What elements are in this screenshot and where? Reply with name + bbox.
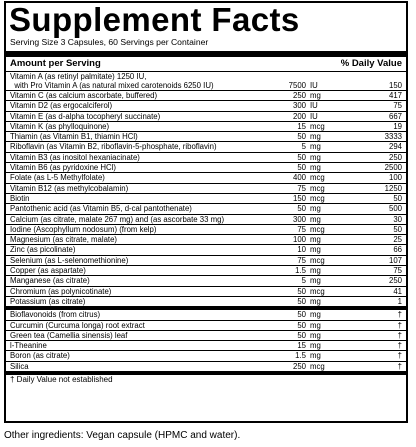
nutrient-daily-value: 1 bbox=[397, 296, 402, 306]
table-row bbox=[6, 163, 406, 173]
nutrient-name: Chromium (as polynicotinate) bbox=[10, 286, 112, 296]
nutrient-daily-value: 41 bbox=[393, 286, 402, 296]
nutrient-name: Manganese (as citrate) bbox=[10, 276, 90, 286]
nutrient-name: Vitamin B3 (as inositol hexaniacinate) bbox=[10, 152, 140, 162]
nutrient-name: Biotin bbox=[10, 193, 30, 203]
nutrient-daily-value: 417 bbox=[388, 91, 402, 100]
nutrient-daily-value: 30 bbox=[393, 214, 402, 224]
table-row bbox=[6, 341, 406, 351]
nutrient-unit: mg bbox=[310, 235, 321, 245]
nutrient-daily-value: † bbox=[397, 310, 402, 320]
table-row bbox=[6, 245, 406, 255]
nutrient-name: Vitamin D2 (as ergocalciferol) bbox=[10, 101, 113, 111]
nutrient-name: Bioflavonoids (from citrus) bbox=[10, 310, 101, 320]
nutrient-table bbox=[6, 72, 406, 375]
nutrient-name: l-Theanine bbox=[10, 341, 47, 351]
nutrient-unit: mcg bbox=[310, 361, 325, 371]
nutrient-amount: 50 bbox=[297, 320, 306, 330]
amount-header: Amount per Serving bbox=[10, 58, 101, 69]
nutrient-unit: mg bbox=[310, 296, 321, 306]
table-row bbox=[6, 122, 406, 132]
nutrient-name: Iodine (Ascophyllum nodosum) (from kelp) bbox=[10, 224, 157, 234]
nutrient-name: Vitamin B6 (as pyridoxine HCl) bbox=[10, 163, 117, 173]
table-row bbox=[6, 184, 406, 194]
nutrient-daily-value: 66 bbox=[393, 245, 402, 255]
table-row bbox=[6, 287, 406, 297]
table-row bbox=[6, 112, 406, 122]
nutrient-unit: mg bbox=[310, 341, 321, 351]
nutrient-name: Thiamin (as Vitamin B1, thiamin HCl) bbox=[10, 132, 138, 142]
nutrient-name: Curcumin (Curcuma longa) root extract bbox=[10, 320, 145, 330]
nutrient-unit: mg bbox=[310, 142, 321, 152]
supplement-facts-panel bbox=[4, 1, 408, 423]
nutrient-name: Calcium (as citrate, malate 267 mg) and (as ascorbate 33 mg) bbox=[10, 214, 225, 224]
nutrient-unit: mcg bbox=[310, 183, 325, 193]
nutrient-amount: 400 bbox=[292, 173, 306, 183]
nutrient-daily-value: 50 bbox=[393, 193, 402, 203]
table-row bbox=[6, 266, 406, 276]
nutrient-name: Copper (as aspartate) bbox=[10, 266, 86, 276]
nutrient-amount: 5 bbox=[301, 276, 306, 286]
nutrient-daily-value: 50 bbox=[393, 224, 402, 234]
nutrient-name: Zinc (as picolinate) bbox=[10, 245, 76, 255]
nutrient-unit: mg bbox=[310, 132, 321, 142]
nutrient-daily-value: † bbox=[397, 351, 402, 361]
daily-value-header: % Daily Value bbox=[340, 58, 402, 69]
footnote: † Daily Value not established bbox=[10, 375, 113, 385]
table-row bbox=[6, 321, 406, 331]
nutrient-amount: 50 bbox=[297, 296, 306, 306]
nutrient-name: Silica bbox=[10, 361, 29, 371]
nutrient-unit: mcg bbox=[310, 193, 325, 203]
nutrient-daily-value: 150 bbox=[388, 81, 402, 90]
nutrient-amount: 50 bbox=[297, 330, 306, 340]
nutrient-name: Vitamin E (as d-alpha tocopheryl succinate) bbox=[10, 111, 161, 121]
nutrient-unit: mcg bbox=[310, 121, 325, 131]
table-row bbox=[6, 194, 406, 204]
nutrient-amount: 250 bbox=[292, 361, 306, 371]
nutrient-amount: 200 bbox=[292, 111, 306, 121]
nutrient-daily-value: 75 bbox=[393, 266, 402, 276]
nutrient-daily-value: 25 bbox=[393, 235, 402, 245]
nutrient-amount: 50 bbox=[297, 310, 306, 320]
nutrient-daily-value: 250 bbox=[388, 152, 402, 162]
table-row bbox=[6, 153, 406, 163]
table-row bbox=[6, 173, 406, 183]
nutrient-unit: mg bbox=[310, 245, 321, 255]
nutrient-daily-value: 667 bbox=[388, 111, 402, 121]
table-row bbox=[6, 142, 406, 152]
nutrient-daily-value: † bbox=[397, 361, 402, 371]
nutrient-amount: 250 bbox=[292, 91, 306, 100]
nutrient-unit: mg bbox=[310, 310, 321, 320]
nutrient-amount: 50 bbox=[297, 132, 306, 142]
table-row bbox=[6, 297, 406, 310]
other-ingredients: Other ingredients: Vegan capsule (HPMC and water). bbox=[4, 430, 241, 441]
table-row bbox=[6, 310, 406, 320]
nutrient-daily-value: † bbox=[397, 330, 402, 340]
serving-info: Serving Size 3 Capsules, 60 Servings per Container bbox=[10, 37, 209, 47]
nutrient-name: Folate (as L-5 Methylfolate) bbox=[10, 173, 105, 183]
nutrient-daily-value: 107 bbox=[388, 255, 402, 265]
table-row bbox=[6, 362, 406, 375]
nutrient-daily-value: 2500 bbox=[384, 163, 402, 173]
nutrient-amount: 5 bbox=[301, 142, 306, 152]
nutrient-name: Boron (as citrate) bbox=[10, 351, 70, 361]
nutrient-amount: 75 bbox=[297, 255, 306, 265]
nutrient-unit: mg bbox=[310, 163, 321, 173]
nutrient-unit: mg bbox=[310, 152, 321, 162]
nutrient-daily-value: 500 bbox=[388, 204, 402, 214]
table-row bbox=[6, 204, 406, 214]
table-row bbox=[6, 132, 406, 142]
nutrient-daily-value: 75 bbox=[393, 101, 402, 111]
nutrient-unit: mcg bbox=[310, 286, 325, 296]
nutrient-amount: 300 bbox=[292, 214, 306, 224]
nutrient-daily-value: 19 bbox=[393, 121, 402, 131]
nutrient-name: Vitamin A (as retinyl palmitate) 1250 IU, with Pro Vitamin A (as natural mixed carotenoids 6250 IU) bbox=[10, 72, 214, 90]
nutrient-amount: 75 bbox=[297, 224, 306, 234]
nutrient-amount: 100 bbox=[292, 235, 306, 245]
table-row bbox=[6, 72, 406, 91]
nutrient-unit: IU bbox=[310, 111, 318, 121]
nutrient-name: Vitamin C (as calcium ascorbate, buffered) bbox=[10, 91, 158, 100]
nutrient-daily-value: 250 bbox=[388, 276, 402, 286]
nutrient-name: Green tea (Camellia sinensis) leaf bbox=[10, 330, 128, 340]
nutrient-unit: IU bbox=[310, 101, 318, 111]
nutrient-amount: 50 bbox=[297, 286, 306, 296]
table-row bbox=[6, 256, 406, 266]
nutrient-name: Riboflavin (as Vitamin B2, riboflavin-5-phosphate, riboflavin) bbox=[10, 142, 217, 152]
nutrient-unit: mg bbox=[310, 266, 321, 276]
nutrient-daily-value: 294 bbox=[388, 142, 402, 152]
nutrient-unit: mg bbox=[310, 204, 321, 214]
nutrient-daily-value: 3333 bbox=[384, 132, 402, 142]
table-row bbox=[6, 215, 406, 225]
nutrient-unit: mg bbox=[310, 91, 321, 100]
panel-title: Supplement Facts bbox=[9, 1, 300, 38]
nutrient-name: Vitamin K (as phylloquinone) bbox=[10, 121, 110, 131]
table-row bbox=[6, 351, 406, 361]
nutrient-daily-value: 100 bbox=[388, 173, 402, 183]
nutrient-unit: mg bbox=[310, 214, 321, 224]
nutrient-amount: 150 bbox=[292, 193, 306, 203]
nutrient-amount: 300 bbox=[292, 101, 306, 111]
column-header bbox=[6, 57, 406, 72]
nutrient-amount: 15 bbox=[297, 121, 306, 131]
nutrient-unit: mg bbox=[310, 330, 321, 340]
nutrient-unit: mg bbox=[310, 320, 321, 330]
nutrient-name: Potassium (as citrate) bbox=[10, 296, 86, 306]
table-row bbox=[6, 235, 406, 245]
nutrient-amount: 1.5 bbox=[295, 266, 306, 276]
nutrient-name: Selenium (as L-selenomethionine) bbox=[10, 255, 129, 265]
nutrient-amount: 1.5 bbox=[295, 351, 306, 361]
table-row bbox=[6, 225, 406, 235]
nutrient-unit: IU bbox=[310, 81, 318, 90]
nutrient-unit: mg bbox=[310, 276, 321, 286]
table-row bbox=[6, 276, 406, 286]
nutrient-name: Vitamin B12 (as methylcobalamin) bbox=[10, 183, 129, 193]
nutrient-amount: 50 bbox=[297, 152, 306, 162]
nutrient-unit: mg bbox=[310, 351, 321, 361]
nutrient-unit: mcg bbox=[310, 224, 325, 234]
nutrient-daily-value: † bbox=[397, 320, 402, 330]
table-row bbox=[6, 101, 406, 111]
nutrient-amount: 50 bbox=[297, 204, 306, 214]
nutrient-amount: 7500 bbox=[288, 81, 306, 90]
nutrient-unit: mcg bbox=[310, 173, 325, 183]
nutrient-amount: 10 bbox=[297, 245, 306, 255]
nutrient-amount: 75 bbox=[297, 183, 306, 193]
nutrient-amount: 50 bbox=[297, 163, 306, 173]
table-row bbox=[6, 91, 406, 101]
nutrient-unit: mcg bbox=[310, 255, 325, 265]
nutrient-daily-value: † bbox=[397, 341, 402, 351]
nutrient-name: Pantothenic acid (as Vitamin B5, d-cal pantothenate) bbox=[10, 204, 192, 214]
nutrient-name: Magnesium (as citrate, malate) bbox=[10, 235, 118, 245]
table-row bbox=[6, 331, 406, 341]
nutrient-daily-value: 1250 bbox=[384, 183, 402, 193]
nutrient-amount: 15 bbox=[297, 341, 306, 351]
